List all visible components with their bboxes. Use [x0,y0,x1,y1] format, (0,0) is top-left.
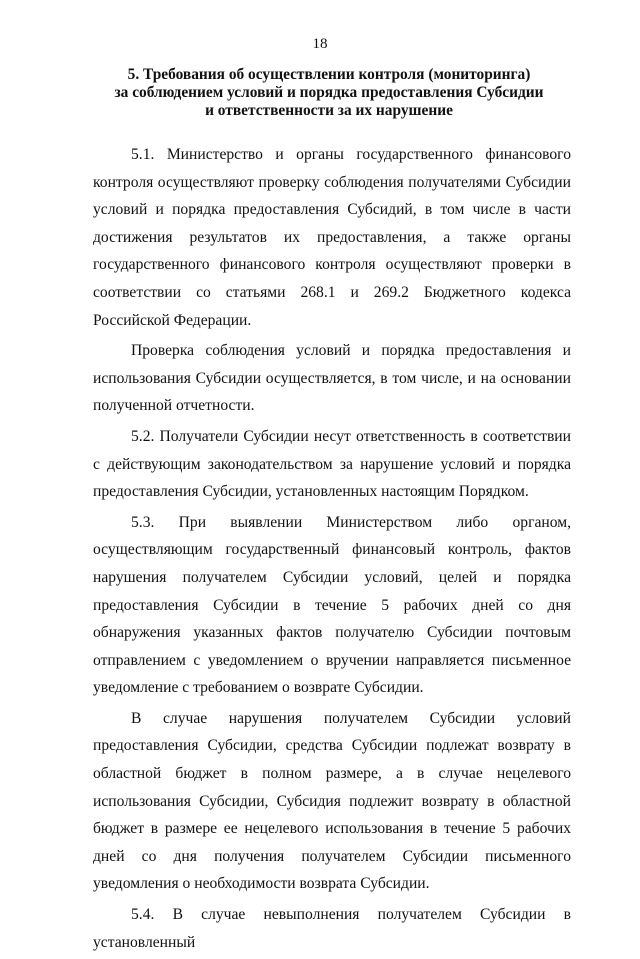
section-title-line-3: и ответственности за их нарушение [205,102,453,119]
section-title-line-2: за соблюдением условий и порядка предоставления Субсидии [114,84,544,101]
paragraph-5-3: 5.3. При выявлении Министерством либо органом, осуществляющим государственный финансовый контроль, фактов нарушения получателем Субсидии условий, целей и порядка предоставления Субсидии в течение 5 рабочих дней со дня обнаружения указанных фактов получателю Субсидии почтовым отправлением с уведомлением о вручении направляется письменное уведомление с требованием о возврате Субсидии. [93,513,571,697]
section-title-line-1: 5. Требования об осуществлении контроля (мониторинга) [127,66,531,83]
body-text [93,141,571,959]
page-number: 18 [312,36,328,52]
paragraph-violation: В случае нарушения получателем Субсидии условий предоставления Субсидии, средства Субсидии подлежат возврату в областной бюджет в полном размере, а в случае нецелевого использования Субсидии, Субсидия подлежит возврату в областной бюджет в размере ее нецелевого использования в течение 5 рабочих дней со дня получения получателем Субсидии письменного уведомления о необходимости возврата Субсидии. [93,709,571,893]
paragraph-5-1: 5.1. Министерство и органы государственного финансового контроля осуществляют проверку соблюдения получателями Субсидии условий и порядка предоставления Субсидий, в том числе в части достижения результатов их предоставления, а также органы государственного финансового контроля осуществляют проверки в соответствии со статьями 268.1 и 269.2 Бюджетного кодекса Российской Федерации. [93,146,571,329]
section-title [60,66,598,120]
paragraph-5-2: 5.2. Получатели Субсидии несут ответственность в соответствии с действующим законодательством за нарушение условий и порядка предоставления Субсидии, установленных настоящим Порядком. [93,427,571,501]
paragraph-5-4: 5.4. В случае невыполнения получателем Субсидии в установленный [93,906,571,951]
paragraph-inspection: Проверка соблюдения условий и порядка предоставления и использования Субсидии осуществляется, в том числе, и на основании полученной отчетности. [93,342,571,415]
